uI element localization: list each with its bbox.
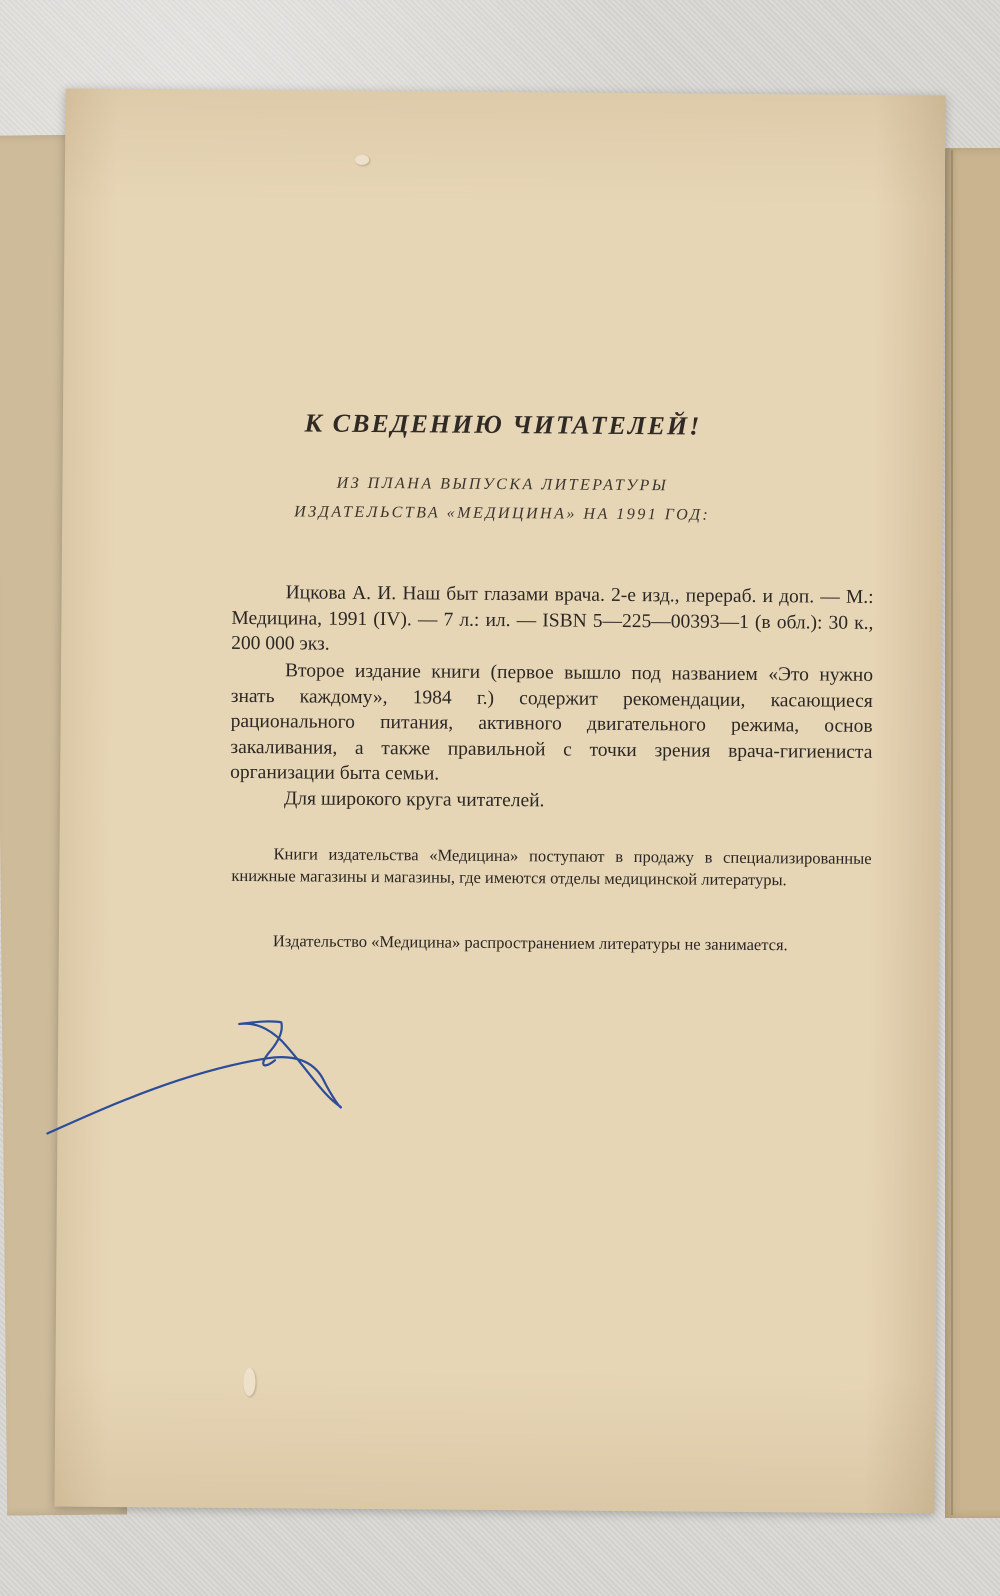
subtitle-line-1: ИЗ ПЛАНА ВЫПУСКА ЛИТЕРАТУРЫ [336, 474, 669, 495]
book-entry: Ицкова А. И. Наш быт глазами врача. 2-е изд., перераб. и доп. — М.: Медицина, 1991 (IV). — 7 л.: ил. — ISBN 5—225—00393—1 (в обл.): 30 к., 200 000 экз. [231, 582, 874, 655]
paper-dent-mark [355, 155, 369, 165]
distribution-note: Издательство «Медицина» распространением литературы не занимается. [272, 931, 788, 955]
handwritten-signature [42, 1008, 363, 1151]
signature-stroke [47, 1020, 341, 1136]
book-page [54, 89, 945, 1514]
paper-dent-mark [243, 1368, 255, 1396]
subtitle-line-2: ИЗДАТЕЛЬСТВА «МЕДИЦИНА» НА 1991 ГОД: [294, 503, 711, 524]
book-cover-right-edge [945, 148, 1000, 1518]
page-content [54, 89, 945, 1514]
sales-note: Книги издательства «Медицина» поступают в продажу в специализированные книжные магазины и магазины, где имеются отделы медицинской литературы. [231, 844, 872, 889]
notice-title: К СВЕДЕНИЮ ЧИТАТЕЛЕЙ! [304, 408, 702, 441]
book-description: Второе издание книги (первое вышло под названием «Это нужно знать каждому», 1984 г.) содержит рекомендации, касающиеся рационального питания, активного двигательного режима, основ закаливания, а также правильной с точки зрения врача-гигиениста организации быта семьи. [230, 660, 874, 785]
audience-note: Для широкого круга читателей. [283, 788, 545, 812]
book-spine-edge [951, 150, 953, 1515]
